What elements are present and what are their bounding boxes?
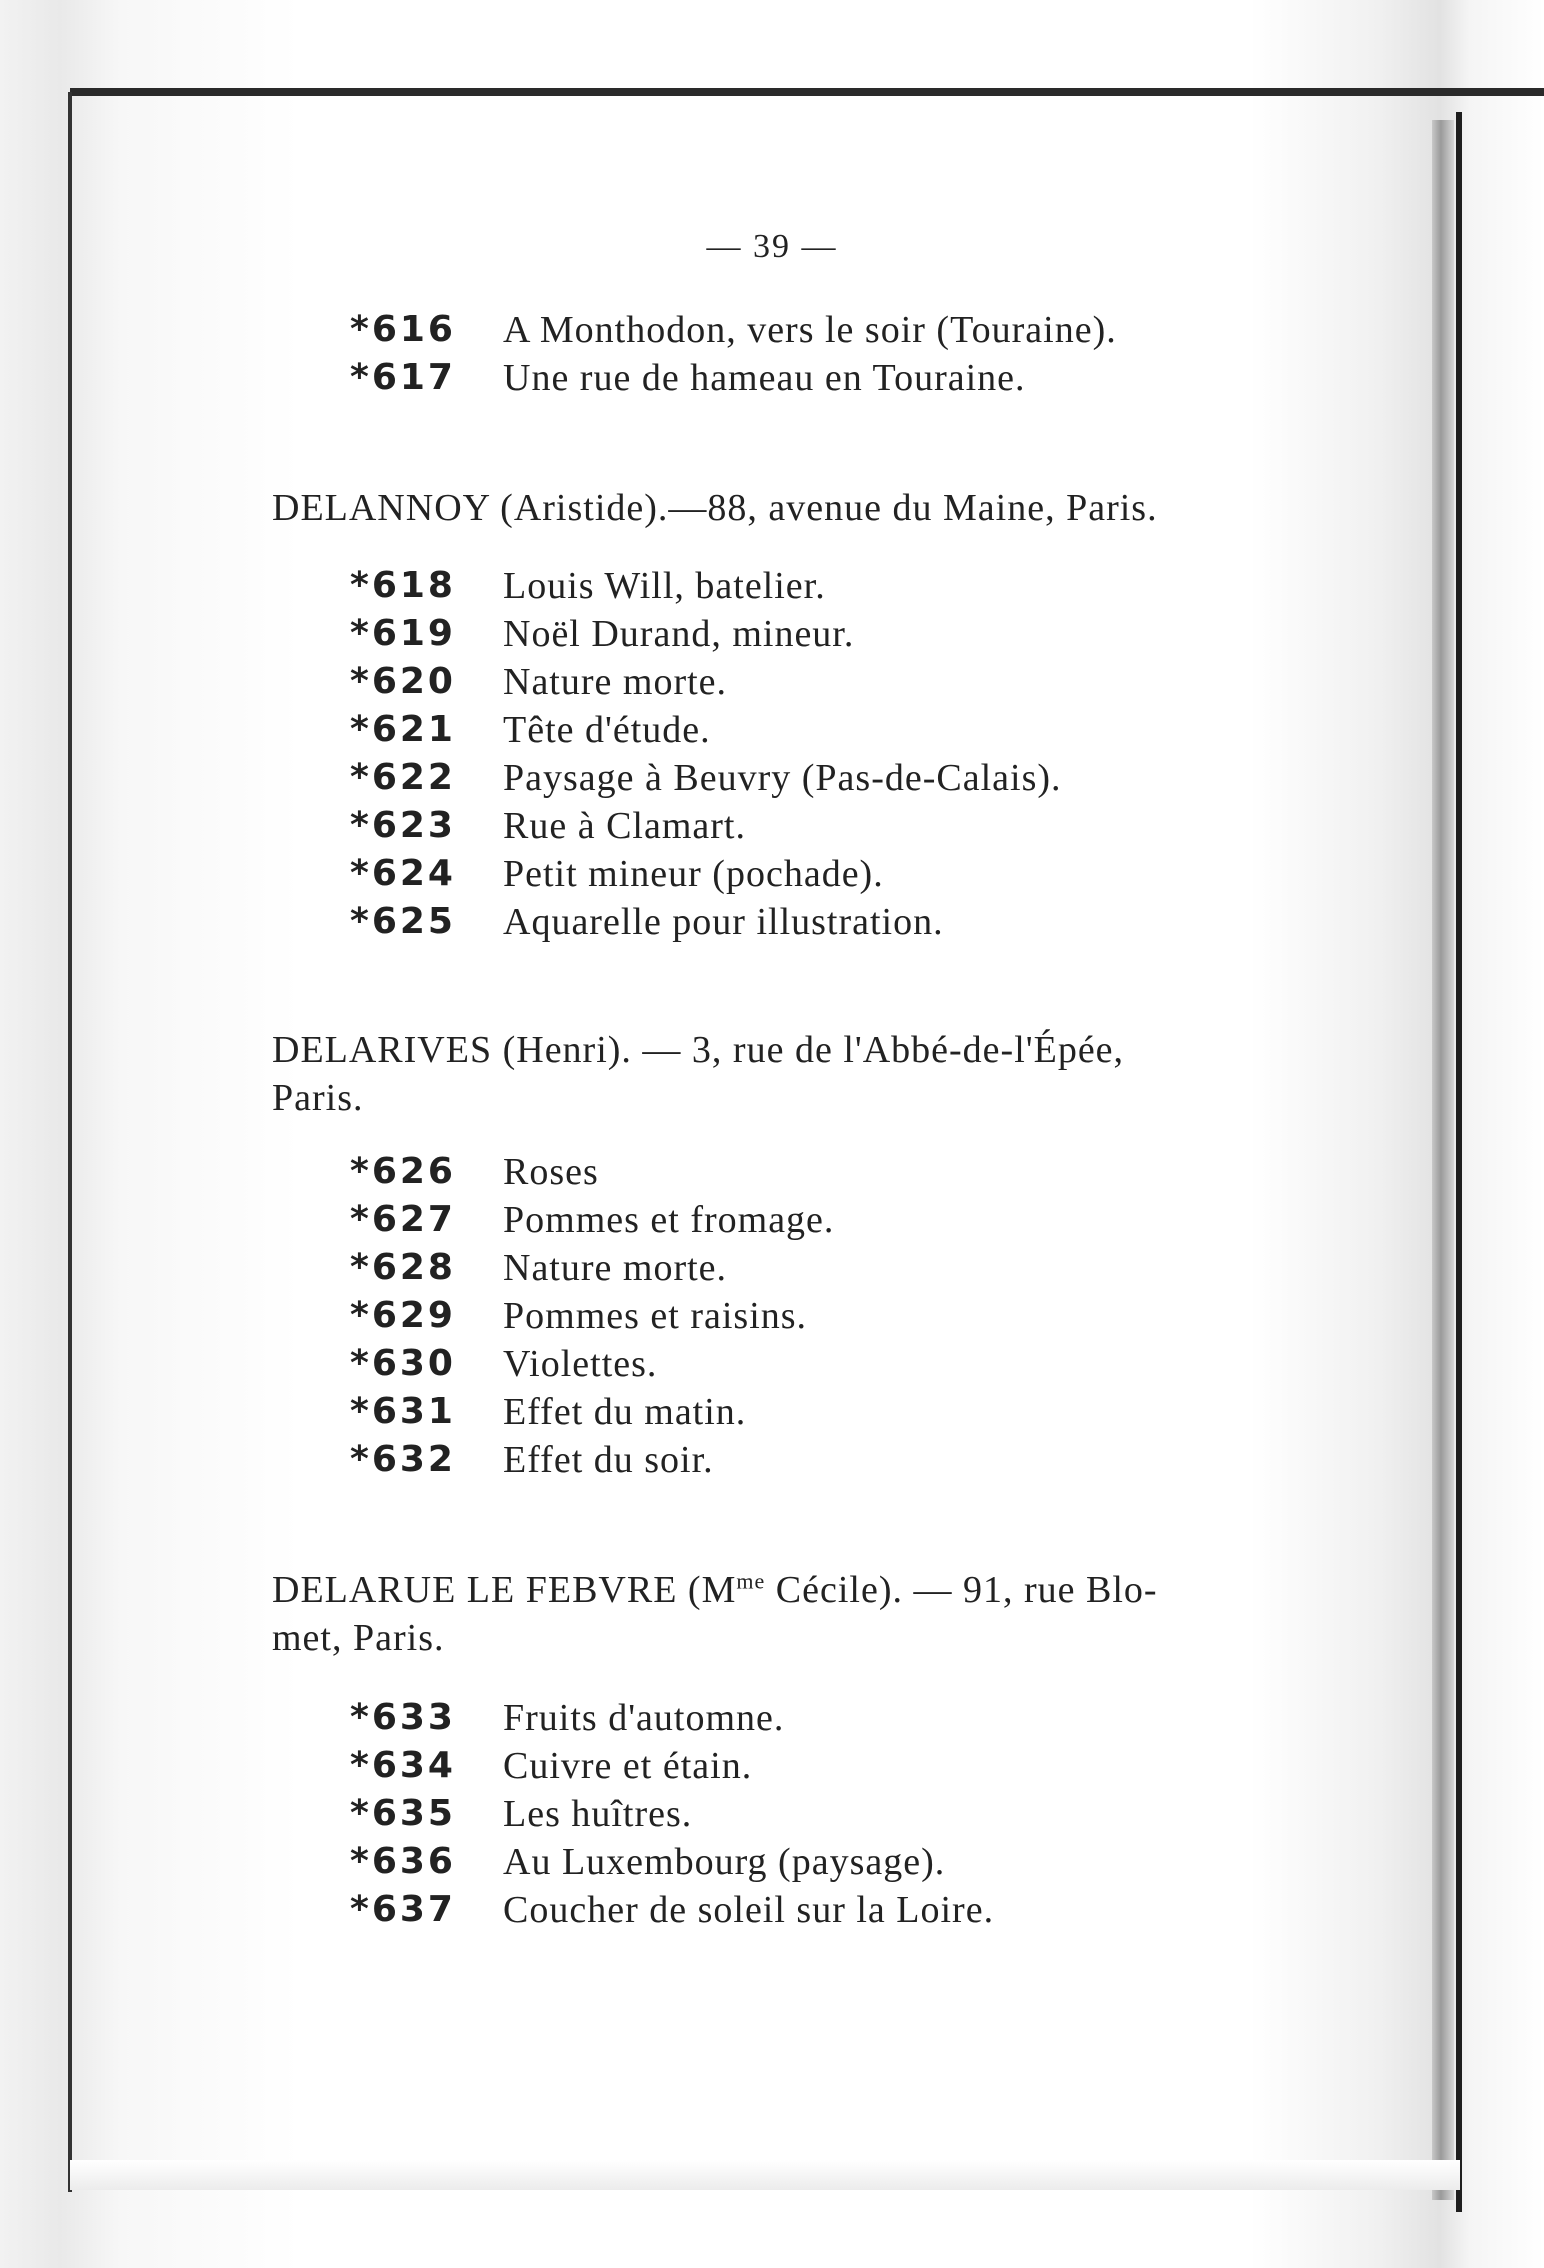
- catalog-entry: [0, 1244, 1300, 1292]
- entry-number: *623: [350, 805, 456, 846]
- entry-title: Effet du soir.: [503, 1439, 714, 1481]
- entry-number: *625: [350, 901, 456, 942]
- catalog-entry: [0, 1196, 1300, 1244]
- catalog-entry: [0, 658, 1300, 706]
- entry-title: Coucher de soleil sur la Loire.: [503, 1889, 995, 1931]
- entry-number: *619: [350, 613, 456, 654]
- entry-title: Paysage à Beuvry (Pas-de-Calais).: [503, 757, 1062, 799]
- page-number: — 39 —: [706, 228, 838, 265]
- artist-line-continued: met, Paris.: [272, 1617, 445, 1659]
- catalog-entry: [0, 562, 1300, 610]
- catalog-entry: [0, 1340, 1300, 1388]
- entry-number: *626: [350, 1151, 456, 1192]
- catalog-entry: [0, 898, 1300, 946]
- entry-number: *627: [350, 1199, 456, 1240]
- catalog-entry: [0, 802, 1300, 850]
- catalog-entry: [0, 306, 1300, 354]
- entry-title: Pommes et fromage.: [503, 1199, 835, 1241]
- catalog-entry: [0, 354, 1300, 402]
- catalog-entry: [0, 754, 1300, 802]
- entry-title: Nature morte.: [503, 661, 728, 703]
- entry-number: *620: [350, 661, 456, 702]
- entry-title: A Monthodon, vers le soir (Touraine).: [503, 309, 1117, 351]
- entry-number: *624: [350, 853, 456, 894]
- entry-number: *632: [350, 1439, 456, 1480]
- catalog-entry: [0, 1838, 1300, 1886]
- entry-title: Les huîtres.: [503, 1793, 693, 1835]
- entry-number: *617: [350, 357, 456, 398]
- artist-heading: [272, 484, 1252, 532]
- entry-number: *633: [350, 1697, 456, 1738]
- entry-number: *618: [350, 565, 456, 606]
- catalog-entry: [0, 1292, 1300, 1340]
- artist-name-part: DELARUE LE FEBVRE (M: [272, 1569, 737, 1611]
- entry-number: *628: [350, 1247, 456, 1288]
- entry-title: Au Luxembourg (paysage).: [503, 1841, 946, 1883]
- entry-number: *630: [350, 1343, 456, 1384]
- entry-number: *622: [350, 757, 456, 798]
- catalog-entry: [0, 1694, 1300, 1742]
- entry-title: Effet du matin.: [503, 1391, 747, 1433]
- entry-number: *637: [350, 1889, 456, 1930]
- catalog-entry: [0, 1742, 1300, 1790]
- entry-title: Une rue de hameau en Touraine.: [503, 357, 1026, 399]
- entry-title: Rue à Clamart.: [503, 805, 746, 847]
- top-edge-rule: [70, 88, 1544, 96]
- entry-title: Violettes.: [503, 1343, 658, 1385]
- entry-title: Pommes et raisins.: [503, 1295, 808, 1337]
- entry-title: Louis Will, batelier.: [503, 565, 826, 607]
- entry-title: Petit mineur (pochade).: [503, 853, 884, 895]
- catalog-entry: [0, 850, 1300, 898]
- entry-number: *629: [350, 1295, 456, 1336]
- entry-number: *621: [350, 709, 456, 750]
- artist-line: DELARIVES (Henri). — 3, rue de l'Abbé-de-l'Épée,: [272, 1029, 1125, 1071]
- artist-heading: [272, 1026, 1252, 1122]
- entry-number: *634: [350, 1745, 456, 1786]
- artist-line: [272, 1566, 1252, 1614]
- catalog-entry: [0, 706, 1300, 754]
- entry-title: Cuivre et étain.: [503, 1745, 753, 1787]
- artist-address-part: Cécile). — 91, rue Blo-: [765, 1569, 1158, 1611]
- entry-title: Aquarelle pour illustration.: [503, 901, 944, 943]
- entry-number: *616: [350, 309, 456, 350]
- right-binding-shadow: [1432, 120, 1454, 2200]
- entry-title: Tête d'étude.: [503, 709, 711, 751]
- entry-number: *631: [350, 1391, 456, 1432]
- entry-title: Noël Durand, mineur.: [503, 613, 855, 655]
- artist-line-continued: Paris.: [272, 1077, 364, 1119]
- entry-title: Roses: [503, 1151, 599, 1193]
- catalog-entry: [0, 1790, 1300, 1838]
- entry-number: *636: [350, 1841, 456, 1882]
- artist-heading: [272, 1566, 1252, 1662]
- entry-title: Fruits d'automne.: [503, 1697, 785, 1739]
- catalog-entry: [0, 1886, 1300, 1934]
- catalog-entry: [0, 1148, 1300, 1196]
- catalog-entry: [0, 1436, 1300, 1484]
- right-page-edge: [1456, 112, 1462, 2212]
- entry-title: Nature morte.: [503, 1247, 728, 1289]
- catalog-entry: [0, 1388, 1300, 1436]
- catalog-entry: [0, 610, 1300, 658]
- entry-number: *635: [350, 1793, 456, 1834]
- title-abbreviation: me: [736, 1568, 766, 1594]
- bottom-page-shadow: [70, 2160, 1460, 2190]
- artist-line: DELANNOY (Aristide).—88, avenue du Maine, Paris.: [272, 487, 1158, 529]
